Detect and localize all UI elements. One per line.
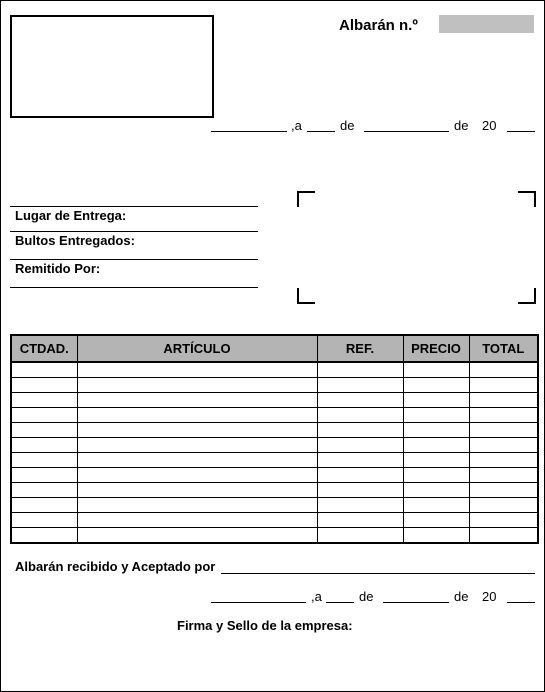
cell-article[interactable] [77,408,317,423]
header-reference: REF. [317,335,403,362]
date-de-2: de [454,118,469,133]
date-sep-a: ,a [291,118,302,133]
company-logo-box [10,15,214,118]
sent-by-label: Remitido Por: [15,261,101,276]
items-table-header-row [11,335,538,362]
delivery-place-line[interactable] [10,231,258,232]
packages-delivered-line[interactable] [10,259,258,260]
cell-quantity[interactable] [11,393,77,408]
cell-article[interactable] [77,513,317,528]
cell-price[interactable] [403,453,469,468]
table-row [11,408,538,423]
footer-place-blank[interactable] [211,602,306,603]
table-row [11,362,538,378]
header-total: TOTAL [469,335,538,362]
cell-total[interactable] [469,468,538,483]
footer-date-de-1: de [359,589,374,604]
address-frame-corner-br [518,288,536,304]
delivery-note-title: Albarán n.º [339,17,418,34]
cell-total[interactable] [469,362,538,378]
cell-article[interactable] [77,528,317,544]
delivery-place-label: Lugar de Entrega: [15,208,127,223]
table-row [11,528,538,544]
items-table [10,334,539,544]
address-frame-corner-tl [297,191,315,207]
table-row [11,483,538,498]
cell-total[interactable] [469,393,538,408]
cell-reference[interactable] [317,468,403,483]
cell-quantity[interactable] [11,438,77,453]
cell-article[interactable] [77,468,317,483]
cell-article[interactable] [77,423,317,438]
cell-price[interactable] [403,378,469,393]
footer-date-de-2: de [454,589,469,604]
cell-price[interactable] [403,423,469,438]
table-row [11,468,538,483]
cell-total[interactable] [469,528,538,544]
cell-reference[interactable] [317,483,403,498]
cell-price[interactable] [403,468,469,483]
cell-article[interactable] [77,498,317,513]
cell-quantity[interactable] [11,378,77,393]
received-accepted-label: Albarán recibido y Aceptado por [15,559,216,574]
cell-price[interactable] [403,528,469,544]
items-table-body [11,362,538,543]
cell-price[interactable] [403,498,469,513]
address-frame-corner-bl [297,288,315,304]
year-blank[interactable] [507,131,535,132]
cell-reference[interactable] [317,408,403,423]
cell-reference[interactable] [317,423,403,438]
cell-total[interactable] [469,408,538,423]
table-row [11,438,538,453]
table-row [11,513,538,528]
sent-by-line[interactable] [10,287,258,288]
cell-price[interactable] [403,408,469,423]
cell-quantity[interactable] [11,528,77,544]
cell-quantity[interactable] [11,408,77,423]
cell-article[interactable] [77,483,317,498]
cell-article[interactable] [77,362,317,378]
header-quantity: CTDAD. [11,335,77,362]
cell-quantity[interactable] [11,483,77,498]
cell-quantity[interactable] [11,423,77,438]
cell-total[interactable] [469,438,538,453]
date-year-prefix: 20 [482,118,497,133]
date-de-1: de [340,118,355,133]
cell-reference[interactable] [317,393,403,408]
header-price: PRECIO [403,335,469,362]
delivery-note-number-field[interactable] [439,15,534,33]
cell-total[interactable] [469,453,538,468]
footer-month-blank[interactable] [383,602,449,603]
cell-price[interactable] [403,438,469,453]
cell-price[interactable] [403,513,469,528]
cell-reference[interactable] [317,453,403,468]
packages-delivered-label: Bultos Entregados: [15,233,135,248]
cell-quantity[interactable] [11,453,77,468]
cell-total[interactable] [469,513,538,528]
cell-reference[interactable] [317,362,403,378]
place-blank[interactable] [211,131,287,132]
cell-price[interactable] [403,362,469,378]
cell-quantity[interactable] [11,468,77,483]
signature-stamp-label: Firma y Sello de la empresa: [177,618,353,633]
footer-year-blank[interactable] [507,602,535,603]
cell-quantity[interactable] [11,513,77,528]
table-row [11,423,538,438]
cell-reference[interactable] [317,513,403,528]
table-row [11,498,538,513]
footer-date-year-prefix: 20 [482,589,497,604]
cell-reference[interactable] [317,378,403,393]
cell-quantity[interactable] [11,498,77,513]
cell-reference[interactable] [317,528,403,544]
cell-article[interactable] [77,393,317,408]
footer-day-blank[interactable] [326,602,354,603]
footer-date-sep-a: ,a [311,589,322,604]
address-frame-corner-tr [518,191,536,207]
cell-reference[interactable] [317,498,403,513]
cell-reference[interactable] [317,438,403,453]
cell-article[interactable] [77,438,317,453]
header-article: ARTÍCULO [77,335,317,362]
table-row [11,393,538,408]
cell-quantity[interactable] [11,362,77,378]
cell-price[interactable] [403,393,469,408]
delivery-top-rule [10,206,258,207]
cell-article[interactable] [77,378,317,393]
cell-total[interactable] [469,483,538,498]
cell-article[interactable] [77,453,317,468]
day-blank[interactable] [307,131,335,132]
cell-price[interactable] [403,483,469,498]
cell-total[interactable] [469,498,538,513]
table-row [11,453,538,468]
received-by-line[interactable] [221,573,535,574]
month-blank[interactable] [364,131,449,132]
table-row [11,378,538,393]
cell-total[interactable] [469,378,538,393]
cell-total[interactable] [469,423,538,438]
